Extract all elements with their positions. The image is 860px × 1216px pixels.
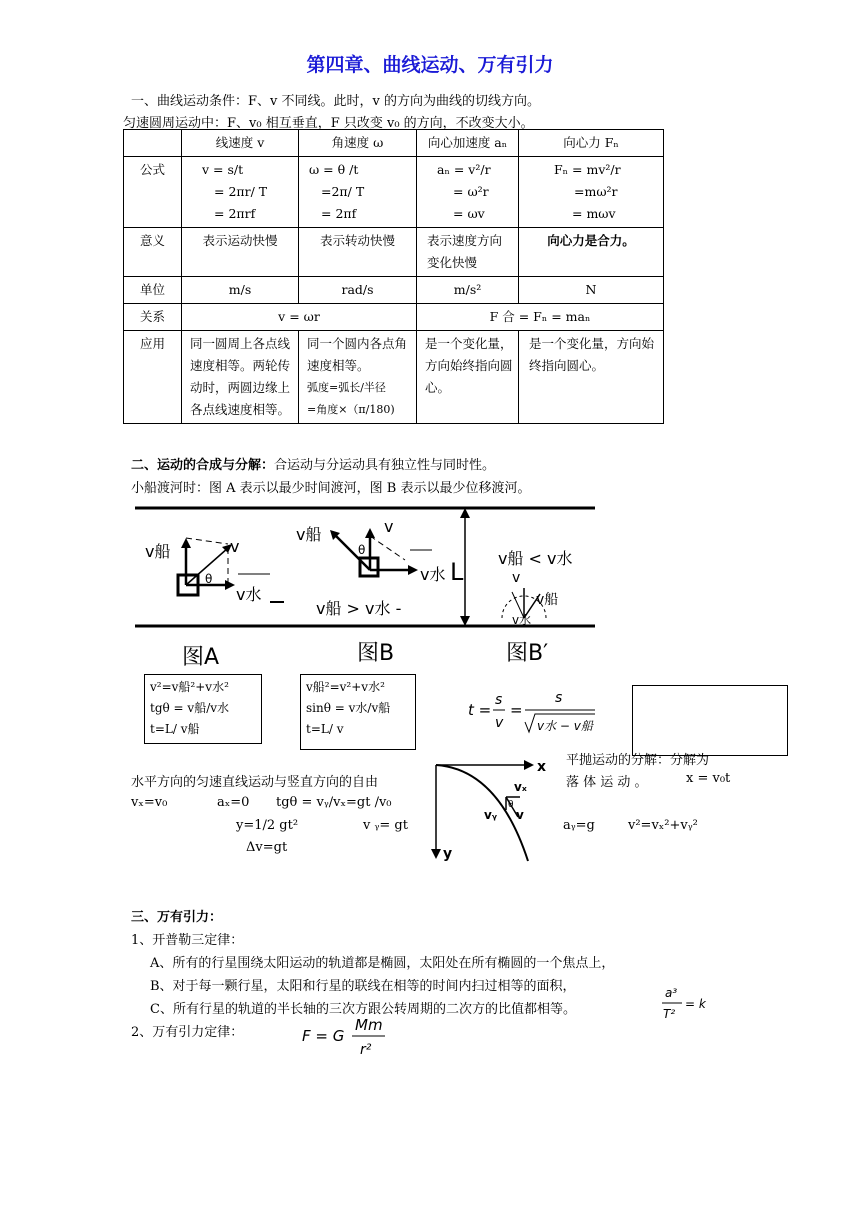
table-cell: rad/s: [299, 277, 417, 304]
table-cell-text: 同一个圆内各点角速度相等。: [307, 336, 408, 373]
kepler-law-b: B、对于每一颗行星，太阳和行星的联线在相等的时间内扫过相等的面积，: [150, 979, 576, 994]
label-vwater-b: v水: [420, 565, 446, 584]
formula-line: v船²=v²+v水²: [306, 680, 385, 694]
row-label: 应用: [124, 331, 182, 424]
formula-line: = ωv: [453, 206, 485, 221]
boat-crossing-figure: [120, 500, 610, 670]
label-vwater-b2: v水: [512, 613, 532, 627]
svg-text:=: =: [510, 701, 523, 719]
formula-line: sinθ = v水/v船: [306, 701, 391, 715]
width-marker-group: [450, 508, 470, 626]
formula-line: = 2πf: [321, 206, 357, 221]
projectile-tan: tgθ = vᵧ/vₓ=gt /v₀: [276, 795, 392, 810]
label-vy: vᵧ: [484, 808, 497, 822]
projectile-vy: v ᵧ= gt: [363, 818, 408, 833]
row-label: 公式: [124, 157, 182, 228]
formula-lhs: t =: [468, 701, 492, 719]
formula-line: = 2πrf: [214, 206, 256, 221]
figure-b-group: [296, 517, 445, 618]
caption-figure-b2: 图B′: [506, 641, 549, 666]
table-header-row: [124, 130, 664, 157]
table-cell: 向心力是合力。: [519, 228, 664, 277]
projectile-intro-right2: 落 体 运 动 。: [566, 775, 648, 790]
formula-line: =2π/ T: [321, 184, 365, 199]
figure-a-group: [145, 537, 284, 604]
projectile-intro-right: 平抛运动的分解：分解为: [566, 753, 710, 768]
label-vwater-a: v水: [236, 585, 262, 604]
formula-line: Fₙ = mv²/r: [554, 162, 621, 177]
table-cell: v = ωr: [182, 304, 417, 331]
label-vboat-b: v船: [296, 525, 322, 544]
label-v-a: v: [230, 537, 240, 556]
gravity-lhs: F = G: [302, 1027, 345, 1045]
curve-condition-text: 一、曲线运动条件：F、v 不同线。此时，v 的方向为曲线的切线方向。: [131, 94, 540, 109]
label-v: v: [516, 808, 524, 822]
projectile-v-squared: v²=vₓ²+vᵧ²: [628, 818, 698, 833]
projectile-intro-left: 水平方向的匀速直线运动与竖直方向的自由: [131, 775, 379, 790]
figure-b-formula-box: [300, 674, 416, 750]
formula-s-numerator: s: [495, 692, 503, 708]
formula-line: = mωv: [572, 206, 616, 221]
formula-v-denominator: v: [495, 715, 504, 731]
figure-b2-group: [498, 549, 573, 627]
label-theta: θ: [508, 800, 514, 810]
projectile-figure: [428, 755, 553, 865]
table-header-cell: 向心力 Fₙ: [519, 130, 664, 157]
table-header-cell: 角速度 ω: [299, 130, 417, 157]
section2-heading-rest: 合运动与分运动具有独立性与同时性。: [274, 458, 496, 473]
circular-motion-table: [123, 129, 664, 424]
gravity-formula: [300, 1014, 400, 1060]
formula-line: = ω²r: [453, 184, 489, 199]
axis-y-label: y: [443, 846, 453, 862]
table-header-cell: 向心加速度 aₙ: [417, 130, 519, 157]
formula-line: ω = θ /t: [309, 162, 359, 177]
label-river-width: L: [450, 558, 464, 586]
uniform-circular-text: 匀速圆周运动中：F、v₀ 相互垂直，F 只改变 v₀ 的方向，不改变大小。: [123, 116, 534, 131]
kepler-heading: 1、开普勒三定律：: [131, 933, 244, 948]
table-cell: 表示速度方向变化快慢: [417, 228, 519, 277]
crossing-time-formula: [465, 682, 605, 742]
formula-line: t=L/ v船: [150, 722, 200, 736]
table-row: [124, 304, 664, 331]
table-row: [124, 157, 664, 228]
table-row: [124, 228, 664, 277]
label-vboat-a: v船: [145, 542, 171, 561]
table-cell: N: [519, 277, 664, 304]
label-condition-b2: v船 < v水: [498, 549, 573, 568]
formula-line: =mω²r: [574, 184, 618, 199]
formula-line: t=L/ v: [306, 722, 344, 736]
table-cell: 是一个变化量，方向始终指向圆心。: [417, 331, 519, 424]
label-theta-b: θ: [358, 543, 366, 557]
kepler-law-c: C、所有行星的轨道的半长轴的三次方跟公转周期的二次方的比值都相等。: [150, 1002, 576, 1017]
label-vboat-b2: v船: [536, 592, 559, 608]
kepler-law-a: A、所有的行星围绕太阳运动的轨道都是椭圆，太阳处在所有椭圆的一个焦点上，: [150, 956, 615, 971]
projectile-vx: vₓ=v₀: [131, 795, 168, 810]
row-label: 关系: [124, 304, 182, 331]
projectile-x-equation: x = v₀t: [686, 771, 731, 786]
table-row: [124, 331, 664, 424]
boat-crossing-text: 小船渡河时：图 A 表示以最少时间渡河，图 B 表示以最少位移渡河。: [131, 481, 531, 496]
table-cell: m/s²: [417, 277, 519, 304]
empty-frame: [632, 685, 788, 756]
section3-heading: 三、万有引力：: [131, 910, 223, 925]
kepler-formula: [660, 983, 715, 1025]
formula-line: v²=v船²+v水²: [150, 680, 229, 694]
formula-line: v = s/t: [202, 162, 244, 177]
table-row: [124, 277, 664, 304]
projectile-ax: aₓ=0: [217, 795, 250, 810]
table-cell: F 合 = Fₙ = maₙ: [417, 304, 664, 331]
arrow-head-icon: [524, 760, 534, 770]
label-condition-b: v船 > v水 -: [316, 599, 402, 618]
caption-figure-b: 图B: [357, 641, 395, 666]
gravity-numerator: Mm: [355, 1016, 383, 1034]
table-cell: 表示转动快慢: [299, 228, 417, 277]
arrow-head-icon: [431, 849, 441, 859]
arrow-head-icon: [181, 538, 191, 548]
table-cell-text: 弧度=弧长/半径: [307, 381, 386, 394]
table-cell-text: =角度×（π/180): [307, 403, 395, 416]
figure-a-formula-box: [144, 674, 262, 744]
formula-line: aₙ = v²/r: [437, 162, 491, 177]
projectile-delta-v: Δv=gt: [246, 840, 288, 855]
label-v-b2: v: [512, 570, 521, 586]
table-cell: 同一圆周上各点线速度相等。两轮传动时，两圆边缘上各点线速度相等。: [182, 331, 299, 424]
table-cell: m/s: [182, 277, 299, 304]
formula-line: tgθ = v船/v水: [150, 701, 230, 715]
label-v-b: v: [384, 517, 394, 536]
arrow-head-icon: [408, 565, 418, 575]
section2-heading: 二、运动的合成与分解：: [131, 458, 275, 473]
table-cell: 是一个变化量，方向始终指向圆心。: [519, 331, 664, 424]
gravity-heading: 2、万有引力定律：: [131, 1025, 244, 1040]
page-title: 第四章、曲线运动、万有引力: [306, 54, 554, 76]
label-vx: vₓ: [514, 780, 527, 794]
table-header-cell: [124, 130, 182, 157]
kepler-rhs: = k: [685, 997, 706, 1011]
row-label: 单位: [124, 277, 182, 304]
table-header-cell: 线速度 v: [182, 130, 299, 157]
arrow-head-icon: [225, 580, 235, 590]
projectile-y: y=1/2 gt²: [236, 818, 299, 833]
kepler-denominator: T²: [663, 1007, 676, 1021]
projectile-ay: aᵧ=g: [563, 818, 595, 833]
table-cell: 表示运动快慢: [182, 228, 299, 277]
gravity-denominator: r²: [360, 1042, 372, 1058]
formula-denominator: v水 − v船: [537, 719, 593, 733]
formula-s2-numerator: s: [555, 690, 563, 706]
row-label: 意义: [124, 228, 182, 277]
axis-x-label: x: [537, 759, 547, 775]
kepler-numerator: a³: [665, 986, 678, 1000]
formula-line: = 2πr/ T: [214, 184, 268, 199]
label-theta-a: θ: [205, 572, 213, 586]
caption-figure-a: 图A: [182, 645, 220, 670]
